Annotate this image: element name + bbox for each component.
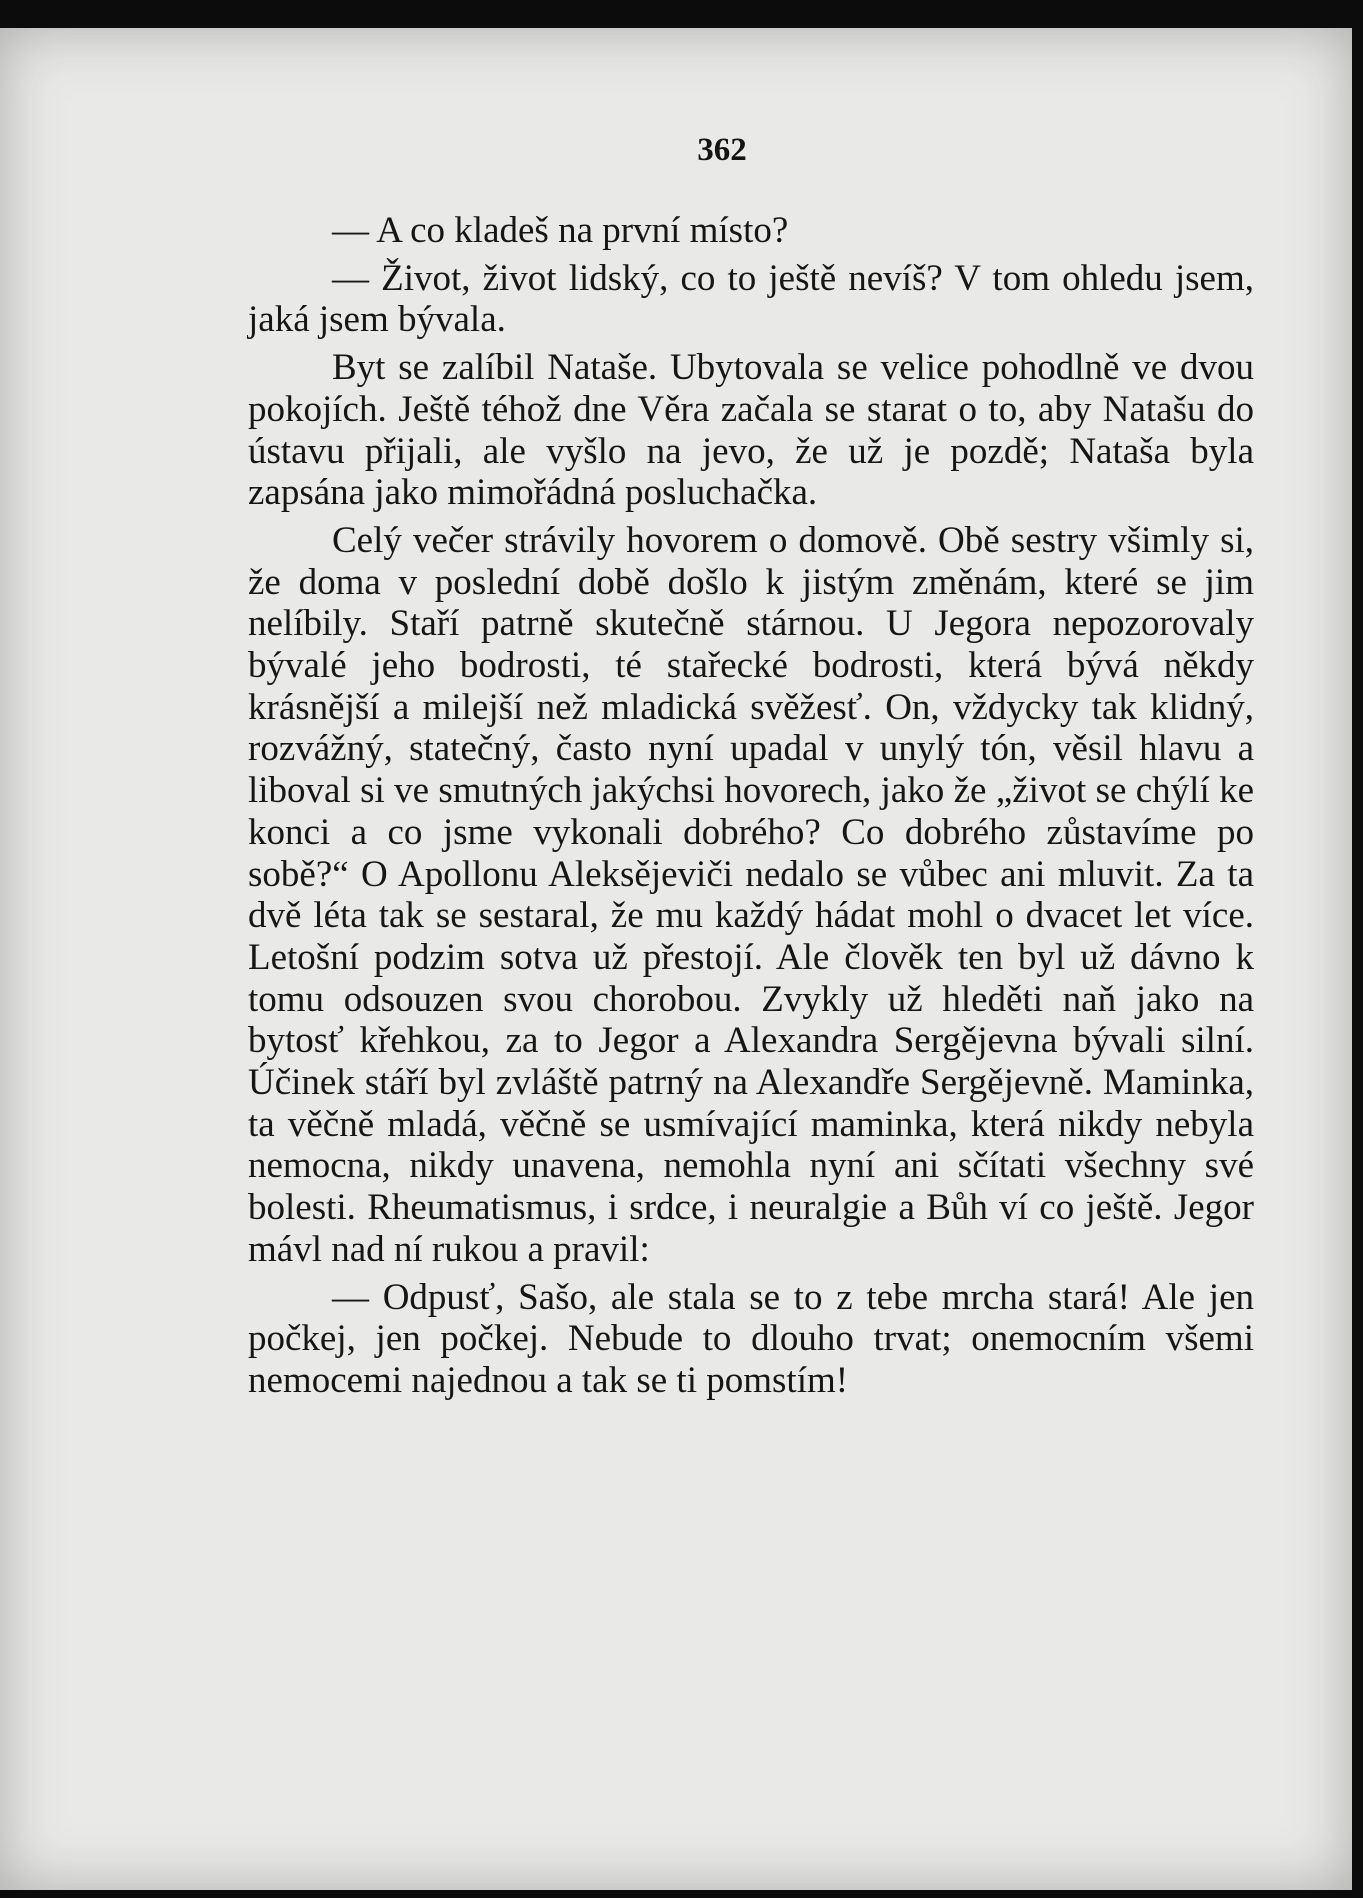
page-number: 362 — [697, 132, 747, 168]
paragraph: — A co kladeš na první místo? — [332, 210, 789, 251]
paragraph: Byt se zalíbil Nataše. Ubytovala se velice pohodlně ve dvou pokojích. Ještě téhož dne Věra začala se starat o to, aby Natašu do ústavu přijali, ale vyšlo na jevo, že už je pozdě; Nataša byla zapsána jako mimořádná posluchačka. — [248, 347, 1254, 514]
page-text — [248, 210, 1254, 1408]
paragraph: Celý večer strávily hovorem o domově. Obě sestry všimly si, že doma v poslední době došlo k jistým změnám, které se jim nelíbily. Staří patrně skutečně stárnou. U Jegora nepozorovaly bývalé jeho bodrosti, té stařecké bodrosti, která bývá někdy krásnější a milejší než mladická svěžesť. On, vždycky tak klidný, rozvážný, statečný, často nyní upadal v unylý tón, věsil hlavu a liboval si ve smutných jakýchsi hovorech, jako že „život se chýlí ke konci a co jsme vykonali dobrého? Co dobrého zůstavíme po sobě?“ O Apollonu Aleksějeviči nedalo se vůbec ani mluvit. Za ta dvě léta tak se sestaral, že mu každý hádat mohl o dvacet let více. Letošní podzim sotva už přestojí. Ale člověk ten byl už dávno k tomu odsouzen svou chorobou. Zvykly už hleděti naň jako na bytosť křehkou, za to Jegor a Alexandra Sergějevna bývali silní. Účinek stáří byl zvláště patrný na Alexandře Sergějevně. Maminka, ta věčně mladá, věčně se usmívající maminka, která nikdy nebyla nemocna, nikdy unavena, nemohla nyní ani sčítati všechny své bolesti. Rheumatismus, i srdce, i neuralgie a Bůh ví co ještě. Jegor mávl nad ní rukou a pravil: — [248, 519, 1254, 1270]
book-page — [0, 28, 1352, 1890]
paragraph: — Život, život lidský, co to ještě nevíš? V tom ohledu jsem, jaká jsem bývala. — [248, 257, 1254, 341]
paragraph: — Odpusť, Sašo, ale stala se to z tebe mrcha stará! Ale jen počkej, jen počkej. Nebude to dlouho trvat; onemocním všemi nemocemi najednou a tak se ti pomstím! — [248, 1276, 1254, 1401]
